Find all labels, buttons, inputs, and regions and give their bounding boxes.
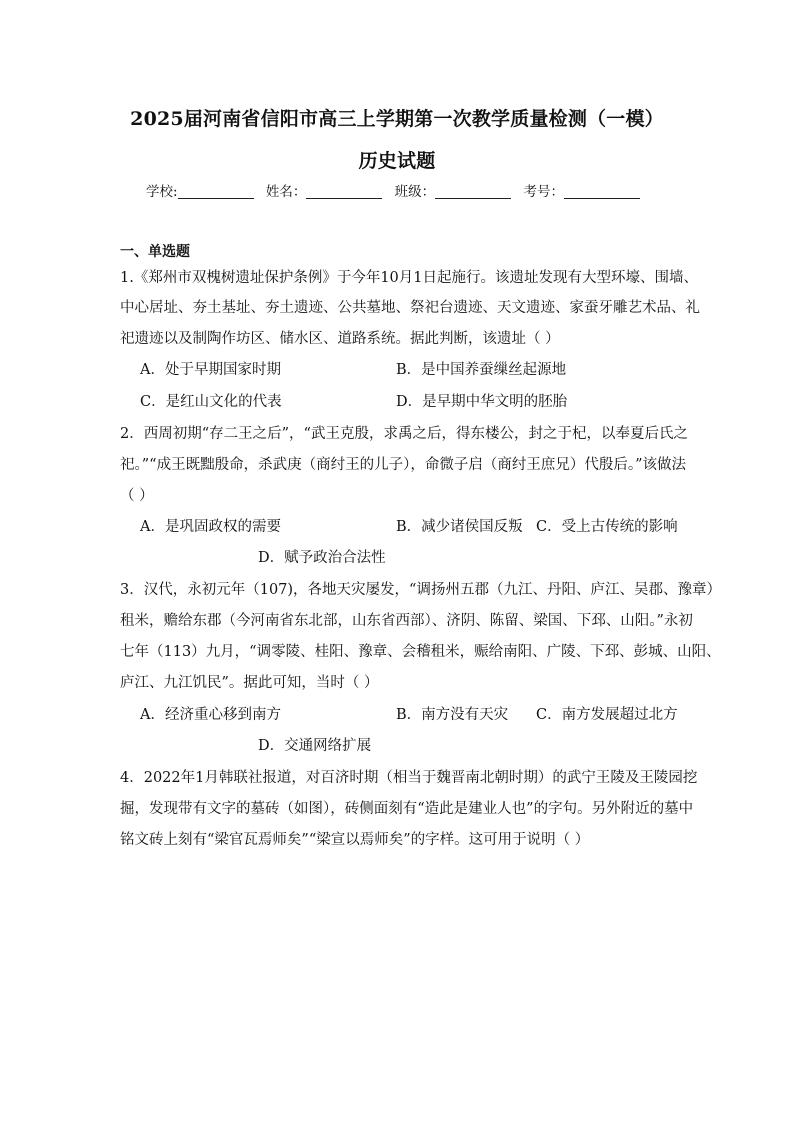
- school-blank[interactable]: [178, 184, 254, 199]
- name-label: 姓名：: [265, 184, 307, 200]
- question-1-line-1: 1.《郑州市双槐树遗址保护条例》于今年10月1日起施行。该遗址发现有大型环壕、围墙、: [120, 270, 699, 286]
- question-2-option-a[interactable]: A．是巩固政权的需要: [140, 519, 281, 535]
- question-1-line-3: 祀遗迹以及制陶作坊区、储水区、道路系统。据此判断，该遗址（ ）: [120, 331, 560, 347]
- question-3-line-1: 3．汉代，永初元年（107)，各地天灾屡发，“调扬州五郡（九江、丹阳、庐江、吴郡、豫章）: [120, 582, 721, 598]
- question-3-line-3: 七年（113）九月，“调零陵、桂阳、豫章、会稽租米，赈给南阳、广陵、下邳、彭城、山阳、: [120, 644, 721, 660]
- class-label: 班级：: [394, 184, 436, 200]
- question-4-line-2: 掘，发现带有文字的墓砖（如图），砖侧面刻有“造此是建业人也”的字句。另外附近的墓中: [120, 801, 694, 817]
- question-1-option-d[interactable]: D．是早期中华文明的胚胎: [396, 394, 568, 410]
- question-2-option-b[interactable]: B．减少诸侯国反叛: [396, 519, 523, 535]
- question-3-option-b[interactable]: B．南方没有天灾: [396, 707, 509, 723]
- question-2-option-c[interactable]: C．受上古传统的影响: [536, 519, 678, 535]
- question-2-option-d[interactable]: D．赋予政治合法性: [258, 550, 386, 566]
- student-info-row: [0, 180, 794, 200]
- question-1-line-2: 中心居址、夯土基址、夯土遗迹、公共墓地、祭祀台遗迹、天文遗迹、家蚕牙雕艺术品、礼: [120, 300, 700, 316]
- question-2-line-2: 祀。”“成王既黜殷命，杀武庚（商纣王的儿子），命微子启（商纣王庶兄）代殷后。”该做法: [120, 457, 686, 473]
- exam-title: 2025届河南省信阳市高三上学期第一次教学质量检测（一模）: [130, 108, 664, 130]
- question-1-option-b[interactable]: B．是中国养蚕缫丝起源地: [396, 362, 567, 378]
- name-blank[interactable]: [306, 184, 382, 199]
- question-3-option-c[interactable]: C．南方发展超过北方: [536, 707, 678, 723]
- question-3-line-2: 租米，赡给东郡（今河南省东北部，山东省西部）、济阴、陈留、梁国、下邳、山阳。”永初: [120, 613, 693, 629]
- exam-number-label: 考号：: [523, 184, 564, 200]
- question-3-option-d[interactable]: D．交通网络扩展: [258, 738, 372, 754]
- school-label: 学校:: [146, 184, 178, 200]
- exam-number-blank[interactable]: [564, 184, 640, 199]
- question-2-line-1: 2．西周初期“存二王之后”，“武王克殷，求禹之后，得东楼公，封之于杞，以奉夏后氏之: [120, 426, 688, 442]
- exam-subject: 历史试题: [358, 150, 436, 172]
- question-1-option-c[interactable]: C．是红山文化的代表: [140, 394, 282, 410]
- class-blank[interactable]: [435, 184, 511, 199]
- question-2-line-3: （ ）: [120, 488, 154, 504]
- question-3-option-a[interactable]: A．经济重心移到南方: [140, 707, 281, 723]
- question-4-line-1: 4．2022年1月韩联社报道，对百济时期（相当于魏晋南北朝时期）的武宁王陵及王陵园挖: [120, 770, 698, 786]
- question-3-line-4: 庐江、九江饥民”。据此可知，当时（ ）: [120, 675, 379, 691]
- question-1-option-a[interactable]: A．处于早期国家时期: [140, 362, 281, 378]
- section-heading: 一、单选题: [120, 244, 190, 260]
- question-4-line-3: 铭文砖上刻有“梁官瓦焉师矣”“梁宣以焉师矣”的字样。这可用于说明（ ）: [120, 832, 590, 848]
